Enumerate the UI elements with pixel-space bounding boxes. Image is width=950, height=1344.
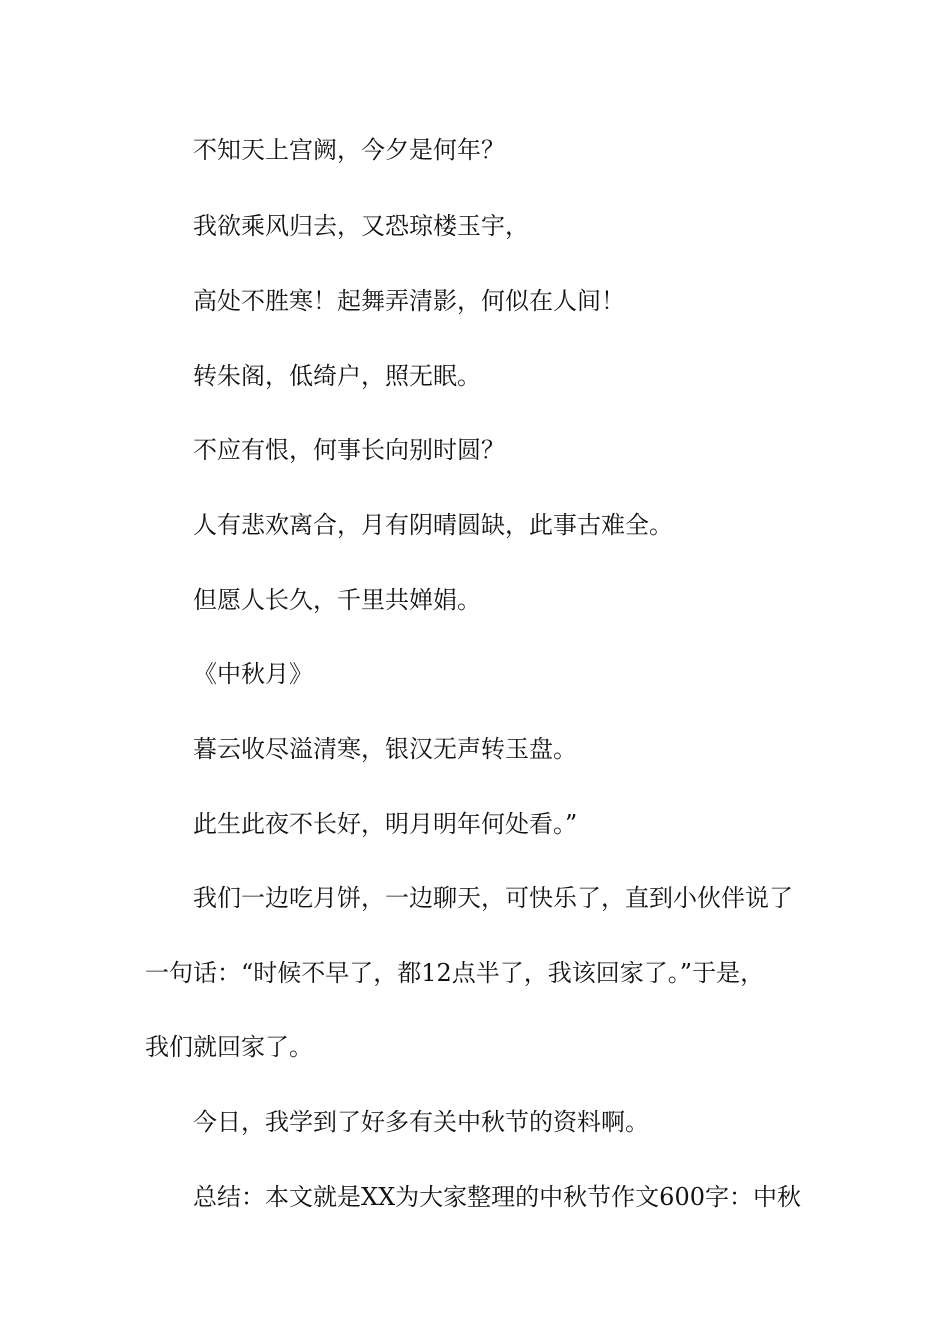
paragraph-line: 一句话：“时候不早了，都12点半了，我该回家了。”于是， bbox=[145, 959, 765, 987]
poem-line: 不应有恨，何事长向别时圆？ bbox=[193, 436, 505, 464]
poem-line: 不知天上宫阙，今夕是何年？ bbox=[193, 136, 505, 164]
poem-line: 我欲乘风归去，又恐琼楼玉宇， bbox=[193, 212, 529, 240]
paragraph-line: 我们就回家了。 bbox=[145, 1033, 313, 1061]
poem-line: 人有悲欢离合，月有阴晴圆缺，此事古难全。 bbox=[193, 511, 673, 539]
poem-line: 此生此夜不长好，明月明年何处看。” bbox=[193, 810, 578, 838]
summary-line: 总结：本文就是XX为大家整理的中秋节作文600字：中秋 bbox=[193, 1183, 801, 1211]
poem-line: 但愿人长久，千里共婵娟。 bbox=[193, 586, 481, 614]
poem-line: 暮云收尽溢清寒，银汉无声转玉盘。 bbox=[193, 735, 577, 763]
poem-line: 高处不胜寒！起舞弄清影，何似在人间！ bbox=[193, 287, 625, 315]
poem-title: 《中秋月》 bbox=[193, 660, 313, 688]
paragraph-line: 我们一边吃月饼，一边聊天，可快乐了，直到小伙伴说了 bbox=[193, 884, 793, 912]
paragraph-line: 今日，我学到了好多有关中秋节的资料啊。 bbox=[193, 1108, 649, 1136]
poem-line: 转朱阁，低绮户，照无眠。 bbox=[193, 362, 481, 390]
